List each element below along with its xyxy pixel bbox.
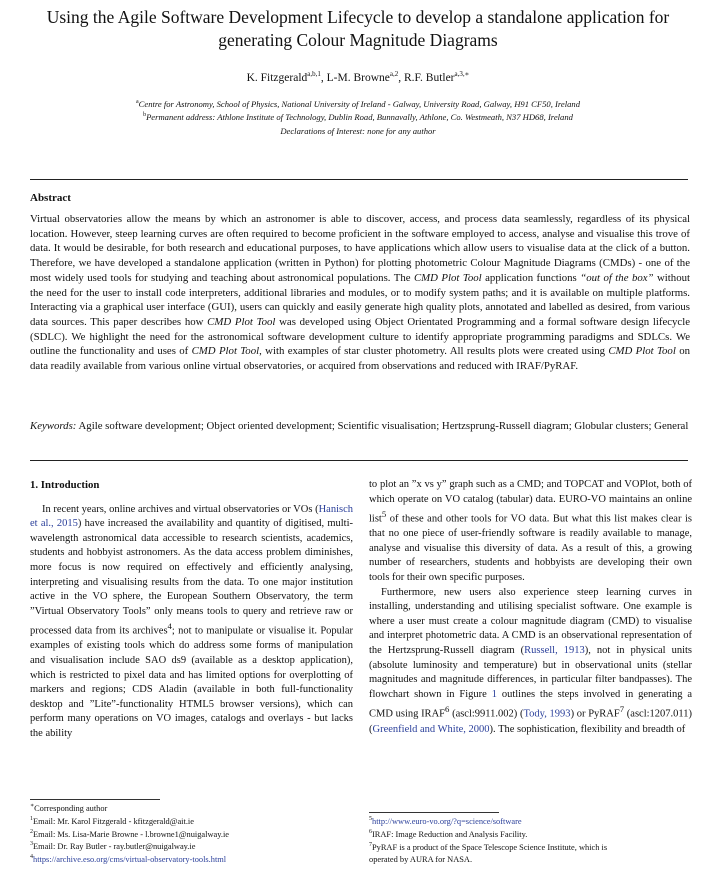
- abstract-part: Virtual observatories allow the means by which an astronomer is able to discover, access, and process data seamlessly, regardless of its physical location. However, steep learning curves are often required to become proficient in the software employed to access, analyse and visualise this trove of data. It would be desirable, for both research and educational purposes, to have applications which allow users to visualise data at the click of a button. Therefore, we have developed a standalone application (written in Python) for plotting photometric Colour Magnitude Diagrams (CMDs) - one of the most widely used tools for studying and teaching about astronomical populations. The: [30, 213, 690, 284]
- affiliation-text: Centre for Astronomy, School of Physics, National University of Ireland - Galway, University Road, Galway, H91 CF50, Ireland: [138, 98, 580, 109]
- abstract-text: [30, 212, 690, 374]
- text-run: ; not to manipulate or visualise it. Popular examples of existing tools which do address some forms of manipulation and visualisation include SAO ds9 (available as a desktop application), which is restricted to pixel data and has limited options for overplotting of markers and regions; CDS Aladin (available in both full-functionality desktop and ”Lite”-functionality HTML5 browser versions), which can perform many operations on VO images, catalogs and overlays - but lacks the ability: [30, 625, 353, 739]
- footnote: [30, 839, 229, 852]
- author-list: K. Fitzgerald$^{a,b,1}$, L-M. Browne$^{a,2}$, R.F. Butler$^{a,3,∗}$: [246, 70, 470, 84]
- paragraph: [30, 503, 353, 742]
- abstract-part: without the need for the user to install code interpreters, additional libraries and modules, or to modify system paths; and it is available on multiple platforms. Interacting via a graphical user interface (GUI), users can quickly and easily generate high quality plots, annotated and labelled as desired, from various data sources. This paper describes how: [30, 271, 690, 328]
- footnotes-right: [369, 814, 607, 865]
- footnote-ref[interactable]: 6: [445, 704, 450, 715]
- footnote-mark: 2: [30, 828, 33, 835]
- footnote-mark: 7: [369, 841, 372, 848]
- citation-link[interactable]: Greenfield and White, 2000: [372, 723, 490, 735]
- abstract-part: on data readily available from various online virtual observatories, or acquired from observations and reduced with IRAF/PyRAF.: [30, 345, 690, 373]
- keywords-label: Keywords:: [30, 420, 77, 432]
- author-name: R.F. Butler: [404, 71, 455, 84]
- abstract-part: , with examples of star cluster photometry. All results plots were created using: [259, 345, 609, 358]
- footnote-text: operated by AURA for NASA.: [369, 855, 473, 865]
- footnote-text: PyRAF is a product of the Space Telescope Science Institute, which is: [372, 842, 608, 852]
- right-column: [369, 478, 692, 737]
- affiliation-text: Permanent address: Athlone Institute of Technology, Dublin Road, Bunnavally, Athlone, Co. Westmeath, N37 HD68, Ireland: [146, 112, 573, 123]
- text-run: ), not in physical units (absolute luminosity and temperature) but in observational units (stellar magnitudes and magnitude differences, in particular filter bandpasses). The flowchart shown in Figure: [369, 645, 693, 700]
- paper-title: Using the Agile Software Development Lifecycle to develop a standalone application for generating Colour Magnitude Diagrams: [46, 7, 670, 50]
- header-rule: [30, 179, 688, 180]
- footnote: [30, 814, 229, 827]
- keywords: [30, 419, 690, 434]
- footnote: [369, 840, 607, 853]
- footnote-link[interactable]: https://archive.eso.org/cms/virtual-observatory-tools.html: [33, 854, 227, 864]
- footnote-text: IRAF: Image Reduction and Analysis Facility.: [372, 829, 528, 839]
- abstract-emphasis: “out of the box”: [580, 271, 654, 284]
- footnote-text: Corresponding author: [34, 803, 108, 813]
- footnote-ref[interactable]: 7: [619, 704, 625, 715]
- footnote-mark: 5: [369, 816, 372, 822]
- footnote: [369, 814, 607, 827]
- text-run: ) have increased the availability and quantity of digitised, multi-wavelength astronomical data accessible to research scientists, academics, students and hobbyist astronomers. As the data access problem diminishes, more focus is now required on effectively and efficiently analysing, interpreting and visualising results from the data. To one major institution active in the VO sphere, the European Southern Observatory, the term ”Virtual Observatory Tools” only means tools to query and retrieve raw or processed data from its archives: [30, 518, 354, 637]
- footnote-text: Email: Mr. Karol Fitzgerald - kfitzgerald@ait.ie: [33, 816, 194, 826]
- left-column: [30, 478, 353, 742]
- footnote-mark: ∗: [30, 803, 35, 809]
- footnote: [30, 827, 229, 840]
- footnote-link[interactable]: http://www.euro-vo.org/?q=science/software: [372, 816, 522, 826]
- footnote-rule: [369, 812, 499, 813]
- text-run: In recent years, online archives and virtual observatories or VOs (: [42, 503, 319, 515]
- affiliations: [0, 97, 716, 137]
- author-name: L-M. Browne: [326, 71, 390, 84]
- citation-link[interactable]: Russell, 1913: [524, 645, 585, 657]
- figure-link[interactable]: 1: [491, 688, 497, 700]
- footnote-mark: 1: [30, 815, 33, 822]
- abstract-rule: [30, 460, 688, 461]
- footnote-text: Email: Dr. Ray Butler - ray.butler@nuigalway.ie: [33, 842, 196, 852]
- tool-name: CMD Plot Tool: [413, 271, 482, 284]
- footnote-mark: 6: [369, 828, 372, 835]
- keywords-text: Agile software development; Object oriented development; Scientific visualisation; Hertzsprung-Russell diagram; Globular clusters; General: [78, 420, 689, 432]
- abstract-part: application functions: [481, 271, 581, 284]
- abstract-part: was developed using Object Orientated Programming and a formal software design lifecycle (SDLC). We highlight the need for the astronomical software development culture to identify appropriate programming paradigms and SDLCs. We outline the functionality and uses of: [30, 315, 691, 358]
- text-run: ). The sophistication, flexibility and breadth of: [489, 723, 686, 735]
- section-heading: 1. Introduction: [30, 479, 100, 491]
- tool-name: CMD Plot Tool: [191, 345, 260, 358]
- footnote-mark: 3: [30, 841, 33, 848]
- footnote: [369, 827, 607, 840]
- author-name: K. Fitzgerald: [246, 71, 308, 84]
- footnote-text: Email: Ms. Lisa-Marie Browne - l.browne1@nuigalway.ie: [33, 829, 230, 839]
- footnote: [30, 801, 229, 814]
- paragraph: [369, 586, 692, 737]
- text-run: to plot an ”x vs y” graph such as a CMD; and TOPCAT and VOPlot, both of which operate on VO catalog (tabular) data. EURO-VO maintains an online list: [369, 479, 692, 525]
- footnote-mark: 4: [30, 854, 33, 861]
- footnote-rule: [30, 799, 160, 800]
- affiliation-mark: b: [143, 112, 147, 119]
- footnote-ref[interactable]: 4: [167, 621, 172, 632]
- footnotes-left: [30, 801, 229, 865]
- paragraph: [369, 478, 692, 586]
- tool-name: CMD Plot Tool: [207, 315, 276, 328]
- citation-link[interactable]: Tody, 1993: [523, 708, 571, 720]
- citation-link[interactable]: Hanisch et al., 2015: [30, 503, 353, 530]
- text-run: outlines the steps involved in generating a CMD using IRAF: [369, 688, 692, 720]
- text-run: of these and other tools for VO data. But what this list makes clear is that no one piece of user-friendly software is readily available to manage, analyse and visualise this diversity of data. As a result of this, a growing number of researchers, students and hobbyists are developing their own tools for their own specific purposes.: [369, 513, 692, 584]
- affiliation-mark: a: [135, 99, 139, 105]
- author-marks: a,2: [389, 70, 399, 78]
- author-marks: a,b,1: [307, 70, 321, 78]
- text-run: (ascl:1207.011) (: [369, 708, 693, 735]
- affiliation-text: Declarations of Interest: none for any author: [280, 125, 436, 136]
- tool-name: CMD Plot Tool: [608, 345, 676, 358]
- footnote-ref[interactable]: 5: [381, 509, 387, 520]
- footnote: [30, 852, 229, 865]
- footnote: [369, 852, 607, 865]
- author-marks: a,3,∗: [454, 70, 470, 78]
- text-run: ) or PyRAF: [570, 708, 620, 720]
- text-run: Furthermore, new users also experience steep learning curves in installing, understanding and utilising specialist software. One example is where a user must create a colour magnitude diagram (CMD) to visualise and interpret photometric data. A CMD is an observational representation of the Hertzsprung-Russell diagram (: [369, 586, 692, 657]
- text-run: (ascl:9911.002) (: [449, 708, 524, 720]
- abstract-heading: Abstract: [30, 192, 71, 204]
